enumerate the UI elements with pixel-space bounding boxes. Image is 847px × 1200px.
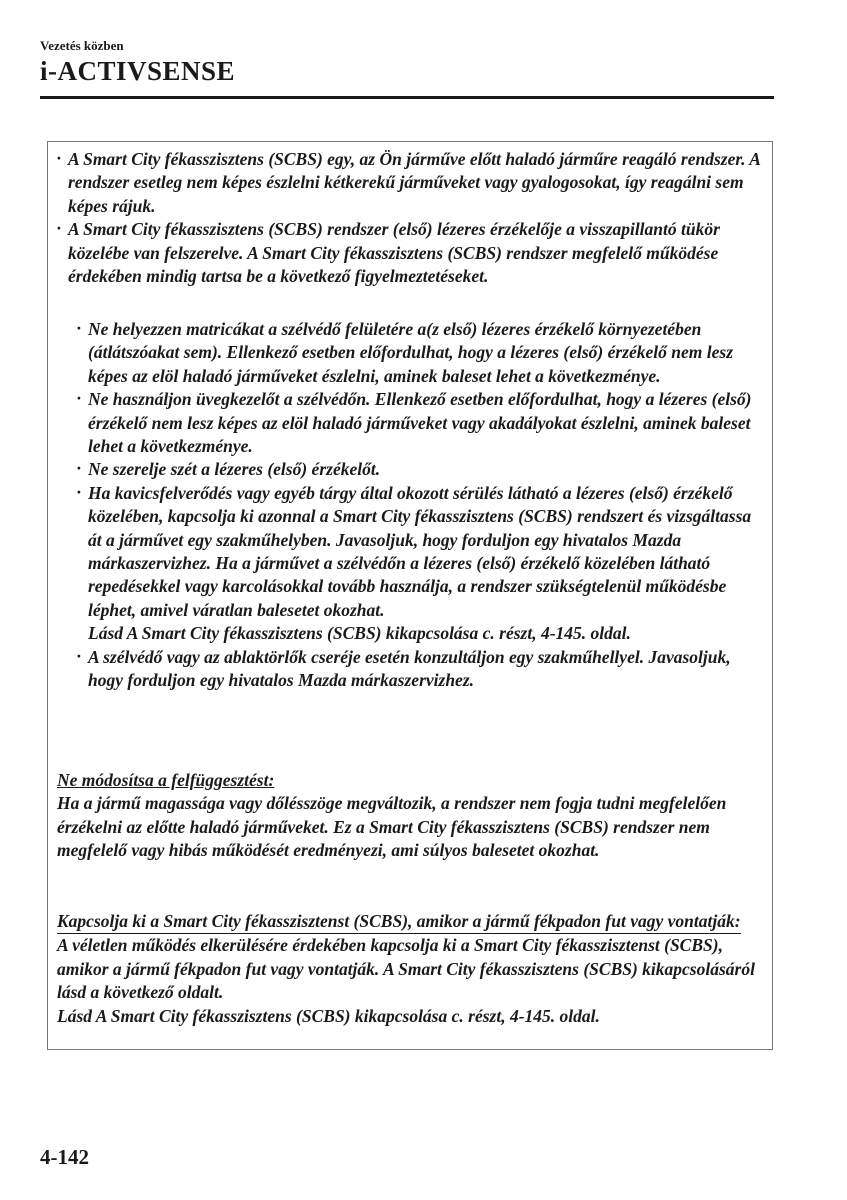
warning-body: A véletlen működés elkerülésére érdekében kapcsolja ki a Smart City fékasszisztenst (SCBS), amikor a jármű fékpadon fut vagy vontatják. A Smart City fékasszisztens (SCBS) kikapcsolásáról lásd a következő oldalt. Lásd A Smart City fékasszisztens (SCBS) kikapcsolása c. részt, 4-145. oldal. [57, 935, 755, 1026]
warning-heading: Ne módosítsa a felfüggesztést: [57, 770, 275, 790]
list-item: · A szélvédő vagy az ablaktörlők cseréje esetén konzultáljon egy szakműhellyel. Javasoljuk, hogy forduljon egy hivatalos Mazda márkaszervizhez. [88, 646, 766, 693]
notice-top-bullets [68, 148, 766, 288]
warning-suspension [57, 769, 767, 863]
title-divider [40, 96, 774, 99]
list-item: · Ne használjon üvegkezelőt a szélvédőn. Ellenkező esetben előfordulhat, hogy a lézeres (első) érzékelő nem lesz képes az elöl haladó járműveket vagy akadályokat észlelni, aminek baleset lehet a következménye. [88, 388, 766, 458]
warning-body: Ha a jármű magassága vagy dőlésszöge megváltozik, a rendszer nem fogja tudni megfelelően érzékelni az előtte haladó járműveket. Ez a Smart City fékasszisztens (SCBS) rendszer nem megfelelő vagy hibás működését eredményezi, ami súlyos balesetet okozhat. [57, 793, 727, 861]
warning-dynamometer [57, 910, 767, 1028]
notice-sub-bullets [88, 318, 766, 693]
list-item: · Ha kavicsfelverődés vagy egyéb tárgy által okozott sérülés látható a lézeres (első) érzékelő közelében, kapcsolja ki azonnal a Smart City fékasszisztens (SCBS) rendszert és vizsgáltassa át a járművet egy szakműhelyben. Javasoljuk, hogy forduljon egy hivatalos Mazda márkaszervizhez. Ha a járművet a szélvédőn a lézeres (első) érzékelő közelében látható repedésekkel vagy karcolásokkal tovább használja, a rendszer szükségtelenül működésbe léphet, amivel váratlan balesetet okozhat. Lásd A Smart City fékasszisztens (SCBS) kikapcsolása c. részt, 4-145. oldal. [88, 482, 766, 646]
section-label: Vezetés közben [40, 38, 124, 53]
page-number: 4-142 [40, 1145, 89, 1169]
list-item: · Ne helyezzen matricákat a szélvédő felületére a(z első) lézeres érzékelő környezetében (átlátszóakat sem). Ellenkező esetben előfordulhat, hogy a lézeres (első) érzékelő nem lesz képes az elöl haladó járműveket észlelni, aminek baleset lehet a következménye. [88, 318, 766, 388]
list-item: · A Smart City fékasszisztens (SCBS) rendszer (első) lézeres érzékelője a visszapillantó tükör közelébe van felszerelve. A Smart City fékasszisztens (SCBS) rendszer megfelelő működése érdekében mindig tartsa be a következő figyelmeztetéseket. [68, 218, 766, 288]
page-title: i-ACTIVSENSE [40, 56, 236, 86]
list-item: · A Smart City fékasszisztens (SCBS) egy, az Ön járműve előtt haladó járműre reagáló rendszer. A rendszer esetleg nem képes észlelni kétkerekű járműveket vagy gyalogosokat, így reagálni sem képes rájuk. [68, 148, 766, 218]
list-item: · Ne szerelje szét a lézeres (első) érzékelőt. [88, 458, 766, 481]
warning-heading: Kapcsolja ki a Smart City fékasszisztenst (SCBS), amikor a jármű fékpadon fut vagy vontatják: [57, 910, 741, 934]
